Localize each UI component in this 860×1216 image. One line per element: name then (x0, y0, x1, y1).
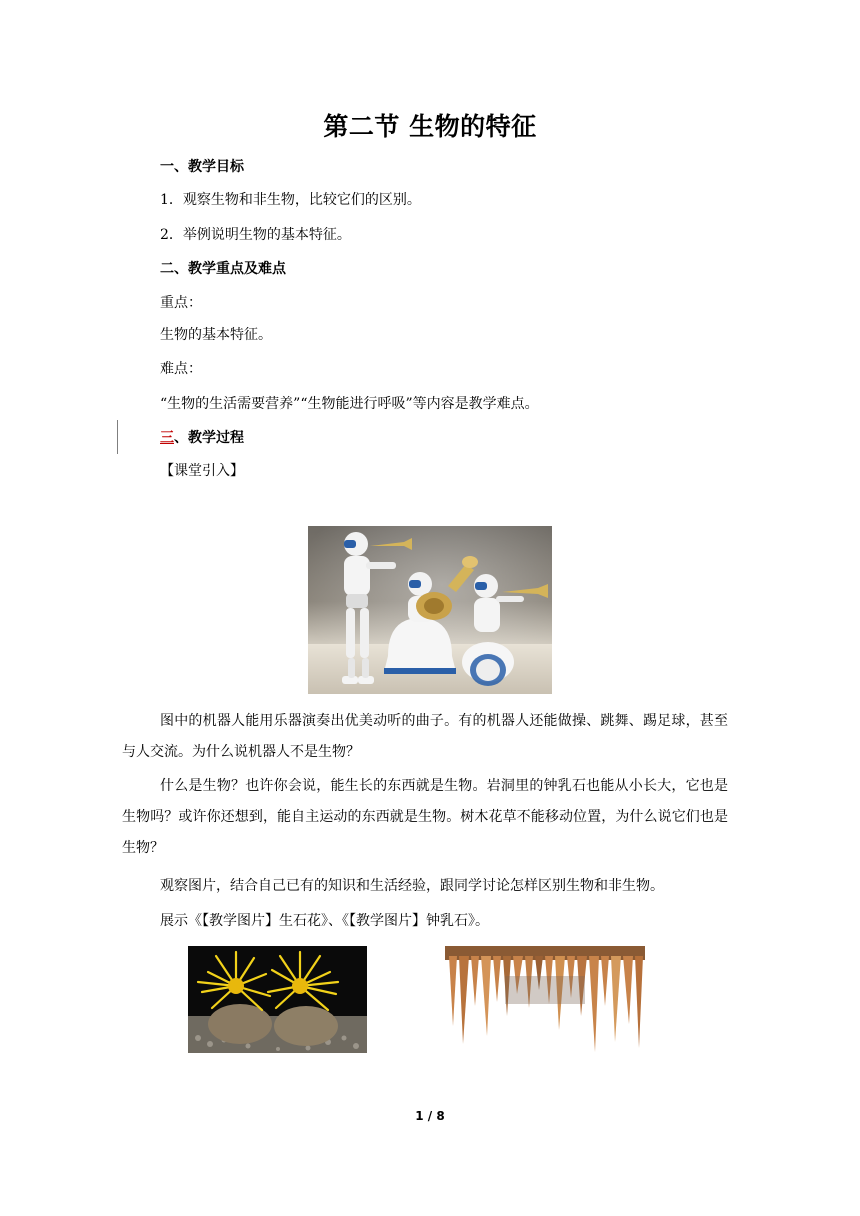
page-title: 第二节 生物的特征 (323, 112, 537, 141)
section-heading-objectives: 一、教学目标 (160, 159, 244, 175)
objective-item-2: 2．举例说明生物的基本特征。 (160, 227, 351, 243)
section-heading-process-text: 、教学过程 (174, 430, 244, 446)
paragraph-observe: 观察图片，结合自己已有的知识和生活经验，跟同学讨论怎样区别生物和非生物。 (160, 878, 664, 894)
key-point-text: 生物的基本特征。 (160, 327, 272, 343)
paragraph-show-images: 展示《【教学图片】生石花》、《【教学图片】钟乳石》。 (160, 913, 489, 929)
revision-bar (117, 420, 118, 454)
paragraph-what-is-life: 什么是生物？也许你会说，能生长的东西就是生物。岩洞里的钟乳石也能从小长大，它也是生物吗？或许你还想到，能自主运动的东西就是生物。树木花草不能移动位置，为什么说它们也是生物？ (122, 778, 728, 856)
paragraph-robots: 图中的机器人能用乐器演奏出优美动听的曲子。有的机器人还能做操、跳舞、踢足球，甚至与人交流。为什么说机器人不是生物？ (122, 713, 728, 760)
difficulty-label: 难点： (160, 361, 202, 377)
section-heading-process (160, 428, 244, 448)
stalactite-image (445, 946, 645, 1056)
robot-band-image (308, 526, 552, 694)
section-heading-key-points: 二、教学重点及难点 (160, 261, 286, 277)
objective-item-1: 1．观察生物和非生物，比较它们的区别。 (160, 192, 421, 208)
lithops-flower-image (188, 946, 367, 1053)
revision-mark: 三 (160, 430, 174, 446)
difficulty-text: “生物的生活需要营养”“生物能进行呼吸”等内容是教学难点。 (160, 396, 539, 412)
page-number: 1 / 8 (415, 1109, 445, 1123)
class-intro-label: 【课堂引入】 (160, 463, 244, 479)
key-point-label: 重点： (160, 295, 202, 311)
